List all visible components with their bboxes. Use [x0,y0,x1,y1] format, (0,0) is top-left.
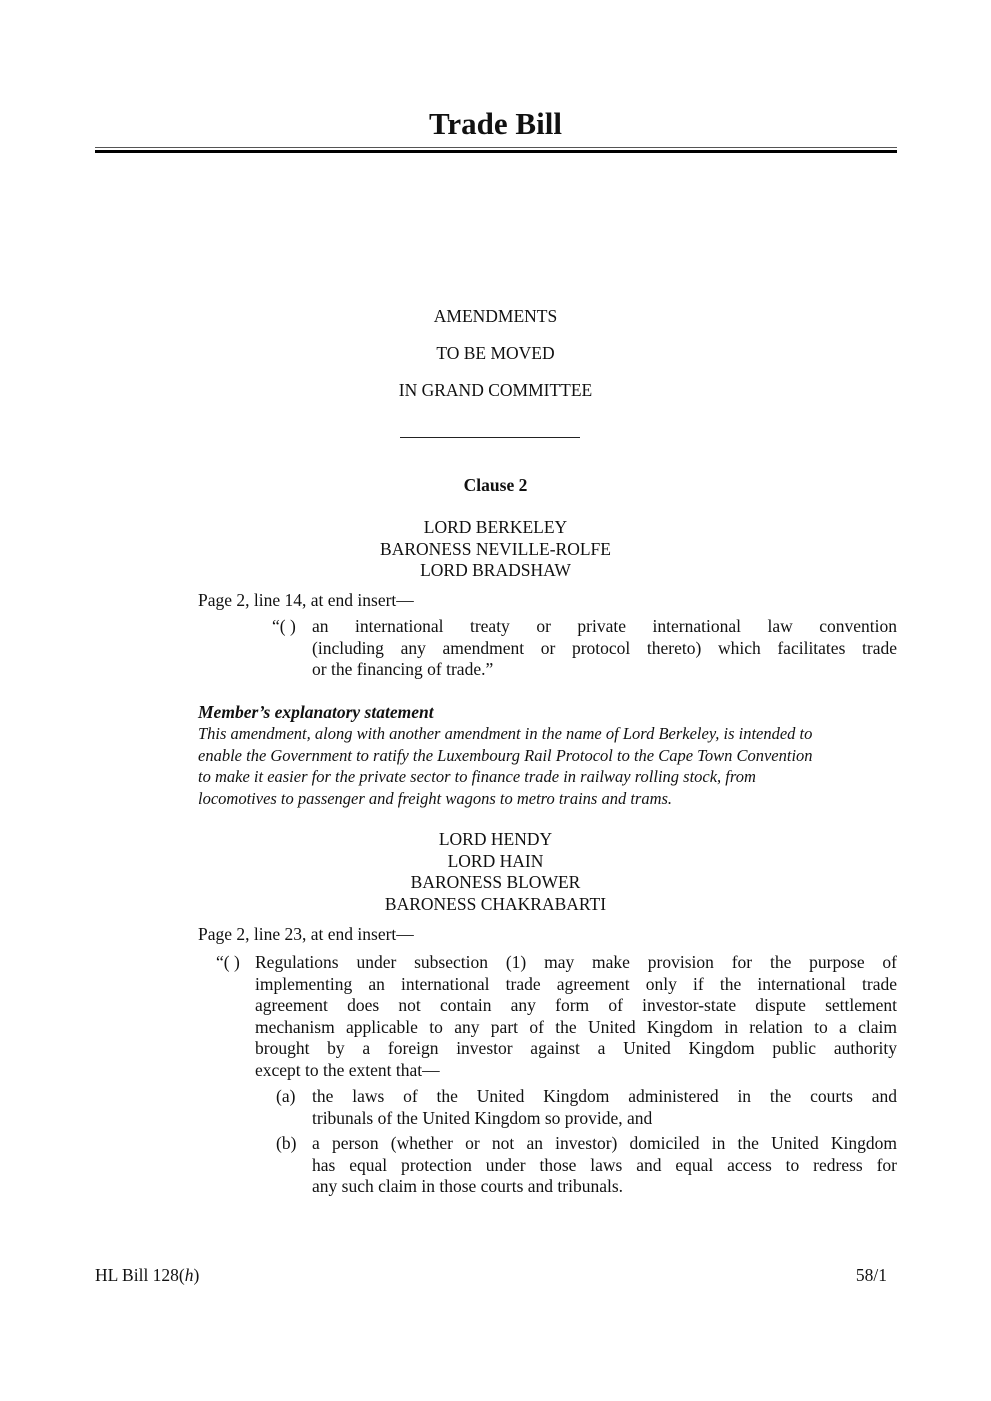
quote-marker: “( ) [272,616,296,636]
text-line: implementing an international trade agreement only if the international trade [255,973,897,994]
text-line: except to the extent that— [255,1059,440,1080]
text-line: locomotives to passenger and freight wagons to metro trains and trams. [198,788,673,808]
amendment-text [255,952,897,1081]
amendment-location: Page 2, line 14, at end insert— [198,590,414,610]
sponsor-name: LORD BRADSHAW [420,560,571,580]
sponsors [0,517,991,582]
text-line: a person (whether or not an investor) domiciled in the United Kingdom [312,1133,897,1153]
sponsor-name: BARONESS BLOWER [410,872,581,892]
explanatory-statement-heading: Member’s explanatory statement [198,702,434,722]
text-line: the laws of the United Kingdom administered in the courts and [312,1086,897,1106]
sponsor-name: BARONESS CHAKRABARTI [384,893,607,914]
document-title: Trade Bill [429,106,562,141]
text-line: This amendment, along with another amendment in the name of Lord Berkeley, is intended to [198,724,813,743]
sponsor-name: LORD HENDY [438,829,553,849]
text-line: enable the Government to ratify the Luxembourg Rail Protocol to the Cape Town Convention [198,745,813,765]
title-rule-thick [95,150,897,153]
text-line: an international treaty or private international law convention [312,616,897,636]
explanatory-statement [198,723,813,809]
item-text [312,1086,897,1129]
sponsor-name: BARONESS NEVILLE-ROLFE [380,538,611,559]
bill-number-prefix: HL Bill 128( [95,1265,185,1285]
sponsor-name: LORD BERKELEY [423,517,568,537]
heading-line: AMENDMENTS [433,306,558,326]
title-rule-thin [95,147,897,148]
bill-number-close: ) [193,1265,200,1285]
amendment-text [312,616,897,681]
item-text [312,1133,897,1198]
bill-number [95,1265,199,1287]
quote-marker: “( ) [216,952,240,972]
item-marker: (a) [276,1086,296,1106]
item-marker: (b) [276,1133,297,1153]
text-line: has equal protection under those laws and equal access to redress for [312,1154,897,1175]
text-line: (including any amendment or protocol thereto) which facilitates trade [312,637,897,658]
section-divider [400,437,580,438]
text-line: mechanism applicable to any part of the United Kingdom in relation to a claim [255,1016,897,1037]
amendment-location: Page 2, line 23, at end insert— [198,924,414,944]
text-line: agreement does not contain any form of investor-state dispute settlement [255,995,897,1015]
heading-line: TO BE MOVED [436,343,555,363]
text-line: to make it easier for the private sector to finance trade in railway rolling stock, from [198,767,756,786]
page-number: 58/1 [855,1265,887,1285]
sponsor-name: LORD HAIN [447,850,544,871]
sponsors [0,829,991,915]
text-line: any such claim in those courts and tribunals. [312,1176,624,1196]
bill-number-suffix-letter: h [184,1265,194,1285]
text-line: tribunals of the United Kingdom so provide, and [312,1107,653,1128]
text-line: brought by a foreign investor against a United Kingdom public authority [255,1038,897,1058]
clause-heading: Clause 2 [463,475,528,495]
text-line: or the financing of trade.” [312,659,494,679]
text-line: Regulations under subsection (1) may make provision for the purpose of [255,952,897,972]
heading-line: IN GRAND COMMITTEE [398,380,593,400]
